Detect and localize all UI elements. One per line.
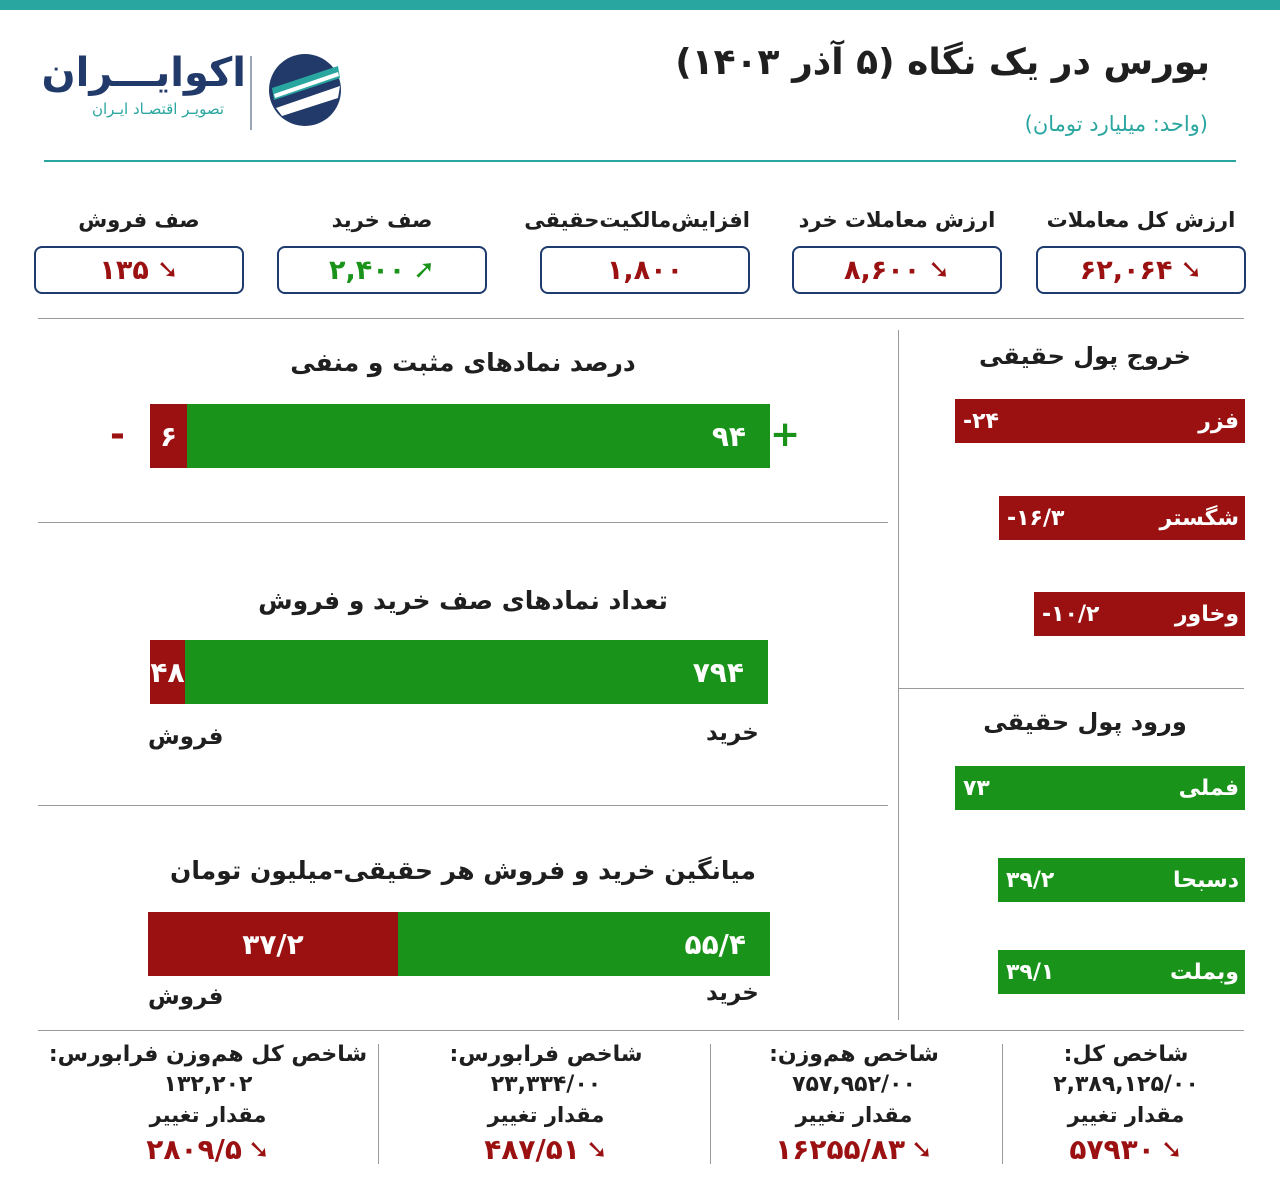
section-title: درصد نمادهای مثبت و منفی [290, 348, 636, 377]
index-name: شاخص کل هم‌وزن فرابورس: [48, 1042, 368, 1067]
arrow-down-icon: ➘ [156, 255, 179, 285]
bar-value-label: ۵۵/۴ [684, 927, 746, 961]
flow-symbol: شگستر [1159, 505, 1239, 531]
inflow-title: ورود پول حقیقی [983, 708, 1187, 736]
index-equal-weight [694, 1040, 1014, 1170]
flow-symbol: فملی [1178, 775, 1239, 801]
outflow-bar [955, 399, 1245, 443]
logo-tagline: تصویـر اقتصـاد ایـران [91, 100, 225, 118]
flow-symbol: فزر [1198, 408, 1239, 434]
index-farabourse [386, 1040, 706, 1170]
index-change [386, 1130, 706, 1170]
divider [898, 688, 1244, 689]
bar-value-label: ۹۴ [711, 419, 746, 453]
arrow-up-icon: ➚ [413, 255, 435, 285]
section-title: میانگین خرید و فروش هر حقیقی-میلیون تومان [170, 856, 756, 885]
bar-segment-negative [150, 404, 187, 468]
arrow-down-icon: ➘ [585, 1135, 608, 1165]
index-value: ۷۵۷,۹۵۲/۰۰ [792, 1072, 916, 1097]
bar-value-label: ۳۷/۲ [242, 927, 304, 961]
chart-bar-queues [150, 640, 768, 704]
inflow-bar [998, 858, 1245, 902]
flow-symbol: دسبحا [1172, 867, 1239, 893]
page-title: بورس در یک نگاه (۵ آذر ۱۴۰۳) [675, 42, 1210, 83]
index-change-label: مقدار تغییر [795, 1103, 913, 1127]
stat-label: صف خرید [331, 208, 433, 232]
flow-value: -۱۶/۳ [1007, 505, 1065, 531]
bar-value-label: ۴۸ [150, 655, 185, 689]
arrow-down-icon: ➘ [911, 1135, 933, 1165]
index-value: ۲۳,۳۳۴/۰۰ [490, 1072, 602, 1097]
logo-divider [250, 56, 252, 130]
index-change-value: ۵۷۹۳۰ [1069, 1133, 1155, 1166]
arrow-down-icon: ➘ [1160, 1135, 1183, 1165]
chart-bar-averages [148, 912, 770, 976]
stat-value: ۶۲,۰۶۴ [1079, 254, 1173, 286]
flow-value: ۷۳ [963, 775, 990, 801]
divider [38, 1030, 1244, 1031]
sell-label: فروش [148, 984, 224, 1010]
index-change-value: ۱۶۲۵۵/۸۳ [775, 1133, 906, 1166]
flow-value: -۱۰/۲ [1042, 601, 1100, 627]
sell-label: فروش [148, 724, 224, 750]
stat-value: ۱۳۵ [99, 254, 149, 286]
logo-name: اکوایـــران [41, 50, 246, 96]
index-name: شاخص کل: [1063, 1042, 1189, 1067]
unit-note: (واحد: میلیارد تومان) [1024, 112, 1208, 136]
stat-label: ارزش معاملات خرد [798, 208, 996, 232]
index-name: شاخص هم‌وزن: [769, 1042, 939, 1067]
plus-sign: + [770, 414, 801, 455]
stat-label: افزایش‌مالکیت‌حقیقی [524, 208, 750, 232]
outflow-title: خروج پول حقیقی [979, 342, 1191, 370]
index-farabourse-equal-weight [48, 1040, 368, 1170]
index-value: ۱۳۲,۲۰۲ [163, 1072, 253, 1097]
divider [710, 1044, 711, 1164]
flow-value: -۲۴ [963, 408, 999, 434]
buy-label: خرید [706, 720, 759, 746]
top-accent-line [0, 0, 1280, 10]
index-name: شاخص فرابورس: [449, 1042, 643, 1067]
stat-box [34, 246, 244, 294]
minus-sign: - [110, 414, 125, 455]
bar-segment-buy [185, 640, 768, 704]
index-change-value: ۴۸۷/۵۱ [484, 1133, 580, 1166]
index-change [694, 1130, 1014, 1170]
divider [38, 805, 888, 806]
arrow-down-icon: ➘ [928, 255, 950, 285]
divider [898, 330, 899, 1020]
bar-segment-sell [148, 912, 398, 976]
stat-box [1036, 246, 1246, 294]
stat-retail-value [792, 204, 1002, 294]
stat-box [540, 246, 750, 294]
bar-segment-buy [398, 912, 770, 976]
section-title: تعداد نمادهای صف خرید و فروش [258, 586, 668, 615]
flow-value: ۳۹/۲ [1006, 867, 1055, 893]
bar-segment-sell [150, 640, 185, 704]
outflow-bar [1034, 592, 1245, 636]
flow-symbol: وبملت [1170, 959, 1239, 985]
logo [41, 48, 246, 118]
bar-value-label: ۶ [159, 419, 178, 453]
bar-value-label: ۷۹۴ [692, 655, 744, 689]
inflow-bar [955, 766, 1245, 810]
stat-box [792, 246, 1002, 294]
bar-segment-positive [187, 404, 770, 468]
divider [378, 1044, 379, 1164]
stat-value: ۲,۴۰۰ [329, 254, 406, 286]
index-value: ۲,۳۸۹,۱۲۵/۰۰ [1053, 1072, 1199, 1097]
stat-real-ownership [524, 204, 750, 294]
index-change [48, 1130, 368, 1170]
stat-total-value [1036, 204, 1246, 294]
stat-box [277, 246, 487, 294]
outflow-bar [999, 496, 1245, 540]
arrow-down-icon: ➘ [1180, 255, 1203, 285]
divider [38, 318, 1244, 319]
arrow-down-icon: ➘ [247, 1135, 270, 1165]
index-change-label: مقدار تغییر [149, 1103, 267, 1127]
index-change-label: مقدار تغییر [487, 1103, 605, 1127]
inflow-bar [998, 950, 1245, 994]
chart-bar-positive-negative [150, 404, 770, 468]
divider [38, 522, 888, 523]
flow-symbol: وخاور [1174, 601, 1239, 627]
stat-buy-queue [277, 204, 487, 294]
stat-sell-queue [34, 204, 244, 294]
index-change-value: ۲۸۰۹/۵ [146, 1133, 242, 1166]
header-separator [44, 160, 1236, 162]
logo-icon [266, 50, 344, 130]
stat-label: صف فروش [78, 208, 200, 232]
stat-value: ۱,۸۰۰ [606, 254, 684, 286]
buy-label: خرید [706, 980, 759, 1006]
flow-value: ۳۹/۱ [1006, 959, 1055, 985]
stat-label: ارزش کل معاملات [1046, 208, 1236, 232]
index-change-label: مقدار تغییر [1067, 1103, 1185, 1127]
stat-value: ۸,۶۰۰ [844, 254, 921, 286]
